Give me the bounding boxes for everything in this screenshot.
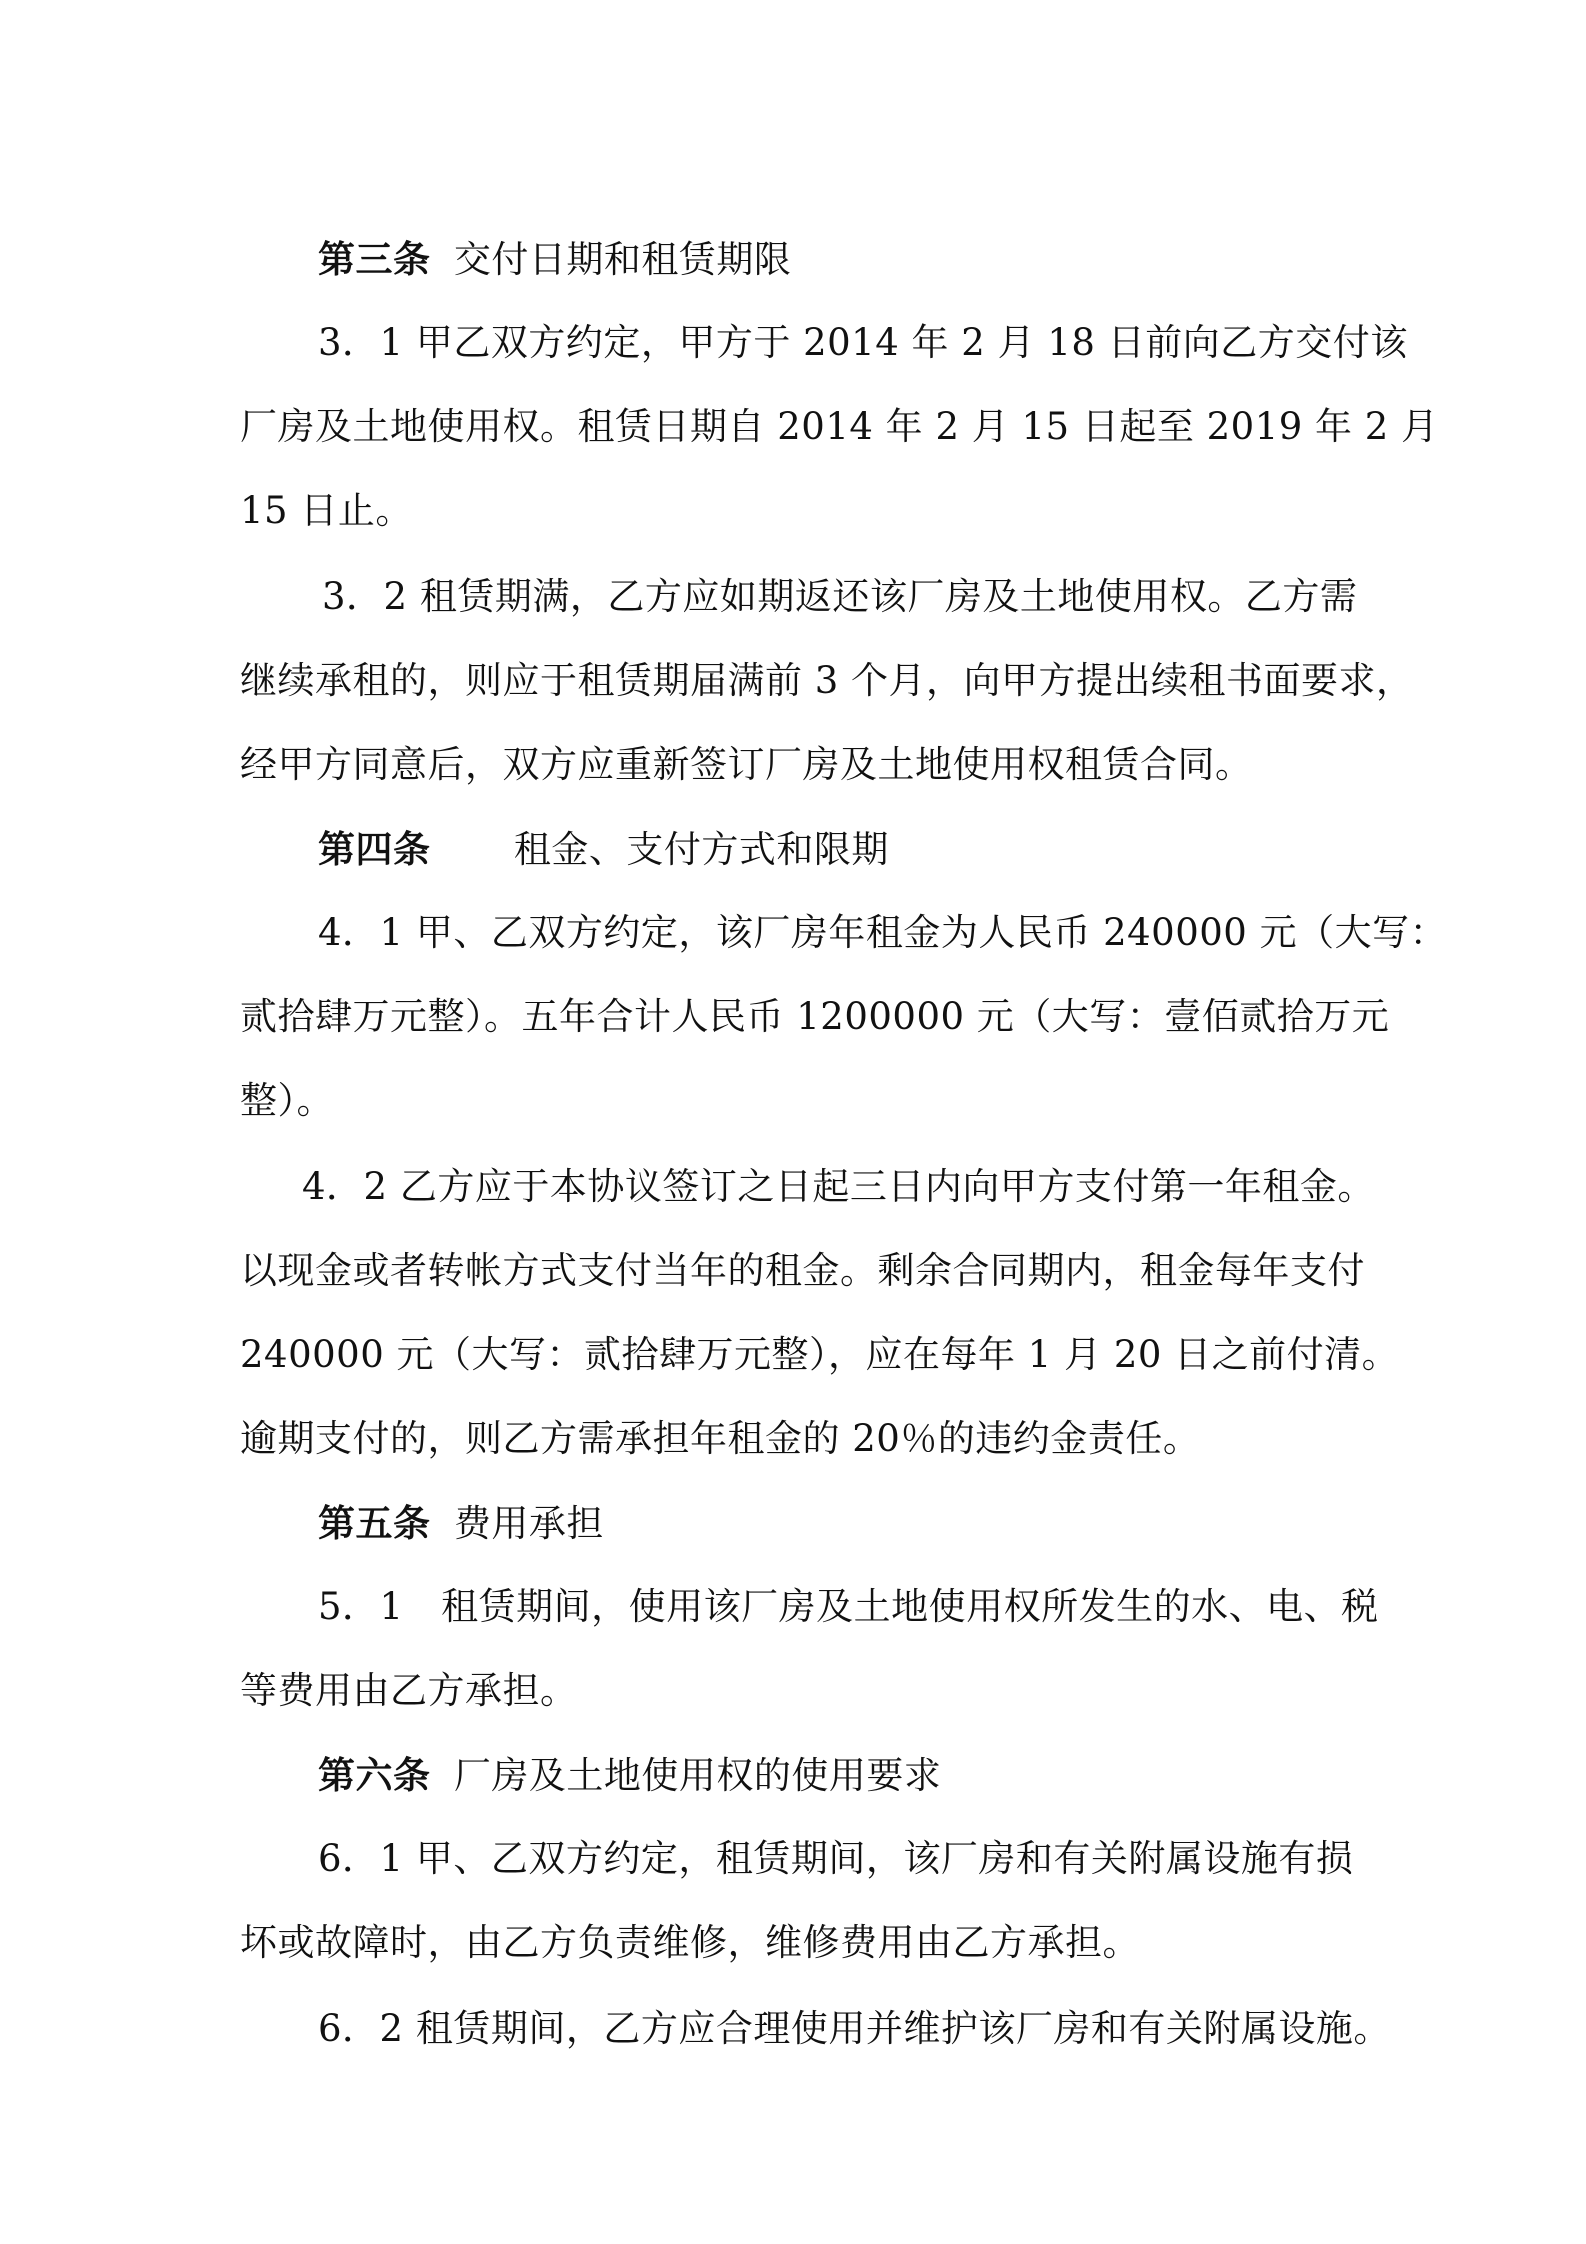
clause-4-1-line-3: 整）。 [240, 1079, 334, 1122]
clause-6-2-line-1: 6．2 租赁期间，乙方应合理使用并维护该厂房和有关附属设施。 [318, 2007, 1391, 2050]
section-title: 租金、支付方式和限期 [513, 828, 889, 871]
clause-5-1-line-1: 5．1 租赁期间，使用该厂房及土地使用权所发生的水、电、税 [318, 1585, 1379, 1628]
section-3-heading [318, 236, 791, 283]
clause-3-2-line-3: 经甲方同意后，双方应重新签订厂房及土地使用权租赁合同。 [240, 743, 1253, 786]
clause-4-1-line-1: 4．1 甲、乙双方约定，该厂房年租金为人民币 240000 元（大写： [318, 911, 1448, 954]
clause-3-2-line-2: 继续承租的，则应于租赁期届满前 3 个月，向甲方提出续租书面要求， [240, 659, 1414, 702]
clause-3-1-line-3: 15 日止。 [240, 489, 413, 532]
section-title: 交付日期和租赁期限 [453, 238, 792, 281]
clause-4-2-line-2: 以现金或者转帐方式支付当年的租金。剩余合同期内，租金每年支付 [240, 1249, 1365, 1292]
section-4-heading [318, 826, 889, 873]
clause-4-1-line-2: 贰拾肆万元整）。五年合计人民币 1200000 元（大写：壹佰贰拾万元 [240, 995, 1390, 1038]
section-label: 第五条 [318, 1501, 431, 1545]
clause-6-1-line-1: 6．1 甲、乙双方约定，租赁期间，该厂房和有关附属设施有损 [318, 1837, 1354, 1880]
clause-4-2-line-3: 240000 元（大写：贰拾肆万元整），应在每年 1 月 20 日之前付清。 [240, 1333, 1400, 1376]
section-label: 第六条 [318, 1753, 431, 1797]
section-6-heading [318, 1752, 941, 1799]
clause-4-2-line-4: 逾期支付的，则乙方需承担年租金的 20％的违约金责任。 [240, 1417, 1201, 1460]
clause-5-1-line-2: 等费用由乙方承担。 [240, 1669, 578, 1712]
clause-3-1-line-1: 3．1 甲乙双方约定，甲方于 2014 年 2 月 18 日前向乙方交付该 [318, 321, 1408, 364]
section-title: 厂房及土地使用权的使用要求 [453, 1754, 942, 1797]
clause-3-1-line-2: 厂房及土地使用权。租赁日期自 2014 年 2 月 15 日起至 2019 年 2 月 [240, 405, 1439, 448]
clause-3-2-line-1: 3．2 租赁期满，乙方应如期返还该厂房及土地使用权。乙方需 [322, 575, 1358, 618]
clause-4-2-line-1: 4．2 乙方应于本协议签订之日起三日内向甲方支付第一年租金。 [302, 1165, 1375, 1208]
section-label: 第三条 [318, 237, 431, 281]
section-5-heading [318, 1500, 604, 1547]
clause-6-1-line-2: 坏或故障时，由乙方负责维修，维修费用由乙方承担。 [240, 1921, 1140, 1964]
section-label: 第四条 [318, 827, 431, 871]
section-title: 费用承担 [453, 1502, 604, 1545]
